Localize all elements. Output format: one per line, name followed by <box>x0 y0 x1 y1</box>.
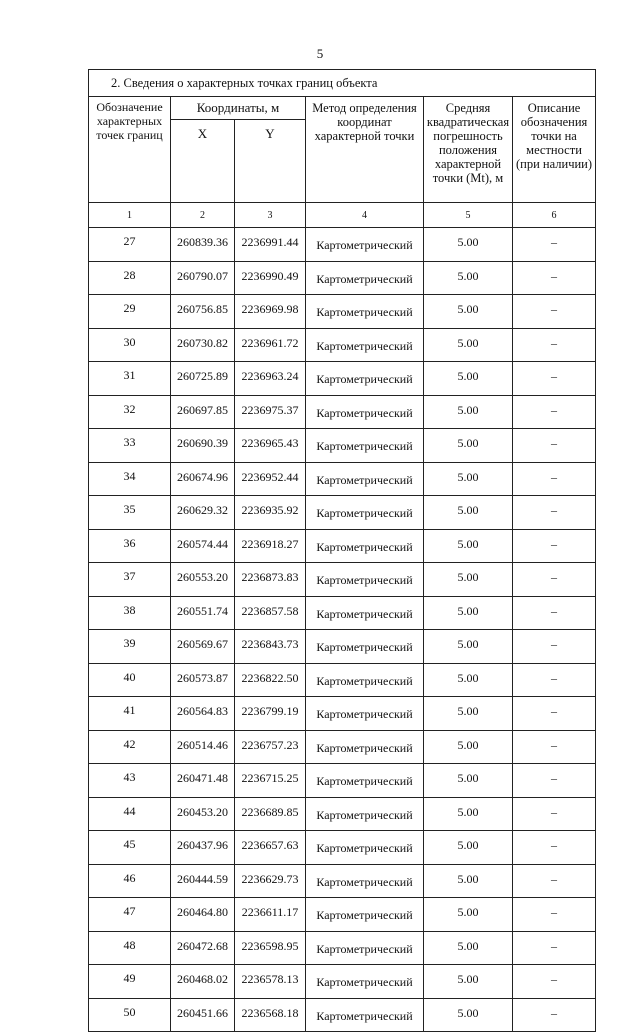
description-cell: – <box>513 362 596 396</box>
accuracy-cell: 5.00 <box>424 228 513 262</box>
accuracy-cell: 5.00 <box>424 261 513 295</box>
y-coordinate-cell: 2236991.44 <box>235 228 306 262</box>
point-number-cell: 44 <box>89 797 171 831</box>
method-cell: Картометрический <box>306 931 424 965</box>
x-coordinate-cell: 260697.85 <box>171 395 235 429</box>
y-coordinate-cell: 2236975.37 <box>235 395 306 429</box>
column-number: 1 <box>89 203 171 228</box>
method-cell: Картометрический <box>306 295 424 329</box>
y-coordinate-cell: 2236961.72 <box>235 328 306 362</box>
header-designation: Обозначение характерных точек границ <box>89 97 171 203</box>
method-cell: Картометрический <box>306 395 424 429</box>
accuracy-cell: 5.00 <box>424 295 513 329</box>
y-coordinate-cell: 2236657.63 <box>235 831 306 865</box>
point-number-cell: 46 <box>89 864 171 898</box>
point-number-cell: 40 <box>89 663 171 697</box>
header-accuracy: Средняя квадратическая погрешность положения характерной точки (Mt), м <box>424 97 513 203</box>
description-cell: – <box>513 663 596 697</box>
y-coordinate-cell: 2236969.98 <box>235 295 306 329</box>
table-row <box>89 630 596 664</box>
description-cell: – <box>513 596 596 630</box>
point-number-cell: 30 <box>89 328 171 362</box>
method-cell: Картометрический <box>306 797 424 831</box>
x-coordinate-cell: 260730.82 <box>171 328 235 362</box>
accuracy-cell: 5.00 <box>424 362 513 396</box>
point-number-cell: 45 <box>89 831 171 865</box>
accuracy-cell: 5.00 <box>424 764 513 798</box>
x-coordinate-cell: 260569.67 <box>171 630 235 664</box>
accuracy-cell: 5.00 <box>424 931 513 965</box>
method-cell: Картометрический <box>306 898 424 932</box>
method-cell: Картометрический <box>306 764 424 798</box>
table-row <box>89 328 596 362</box>
x-coordinate-cell: 260564.83 <box>171 697 235 731</box>
point-number-cell: 36 <box>89 529 171 563</box>
description-cell: – <box>513 328 596 362</box>
y-coordinate-cell: 2236568.18 <box>235 998 306 1032</box>
table-row <box>89 797 596 831</box>
table-row <box>89 429 596 463</box>
accuracy-cell: 5.00 <box>424 663 513 697</box>
page-number: 5 <box>316 46 324 61</box>
header-x: X <box>171 120 235 203</box>
point-number-cell: 49 <box>89 965 171 999</box>
x-coordinate-cell: 260756.85 <box>171 295 235 329</box>
accuracy-cell: 5.00 <box>424 328 513 362</box>
method-cell: Картометрический <box>306 965 424 999</box>
table-row <box>89 663 596 697</box>
method-cell: Картометрический <box>306 261 424 295</box>
table-row <box>89 362 596 396</box>
y-coordinate-cell: 2236611.17 <box>235 898 306 932</box>
accuracy-cell: 5.00 <box>424 630 513 664</box>
accuracy-cell: 5.00 <box>424 898 513 932</box>
description-cell: – <box>513 563 596 597</box>
header-description: Описание обозначения точки на местности (при наличии) <box>513 97 596 203</box>
header-coordinates: Координаты, м <box>171 97 306 120</box>
y-coordinate-cell: 2236965.43 <box>235 429 306 463</box>
x-coordinate-cell: 260472.68 <box>171 931 235 965</box>
x-coordinate-cell: 260839.36 <box>171 228 235 262</box>
accuracy-cell: 5.00 <box>424 596 513 630</box>
x-coordinate-cell: 260725.89 <box>171 362 235 396</box>
y-coordinate-cell: 2236873.83 <box>235 563 306 597</box>
table-row <box>89 730 596 764</box>
x-coordinate-cell: 260468.02 <box>171 965 235 999</box>
table-row <box>89 931 596 965</box>
y-coordinate-cell: 2236857.58 <box>235 596 306 630</box>
x-coordinate-cell: 260453.20 <box>171 797 235 831</box>
accuracy-cell: 5.00 <box>424 529 513 563</box>
method-cell: Картометрический <box>306 462 424 496</box>
table-row <box>89 462 596 496</box>
table-row <box>89 261 596 295</box>
y-coordinate-cell: 2236799.19 <box>235 697 306 731</box>
column-number: 3 <box>235 203 306 228</box>
description-cell: – <box>513 228 596 262</box>
x-coordinate-cell: 260514.46 <box>171 730 235 764</box>
x-coordinate-cell: 260464.80 <box>171 898 235 932</box>
point-number-cell: 28 <box>89 261 171 295</box>
x-coordinate-cell: 260437.96 <box>171 831 235 865</box>
accuracy-cell: 5.00 <box>424 563 513 597</box>
method-cell: Картометрический <box>306 697 424 731</box>
table-row <box>89 831 596 865</box>
table-row <box>89 697 596 731</box>
point-number-cell: 35 <box>89 496 171 530</box>
y-coordinate-cell: 2236598.95 <box>235 931 306 965</box>
point-number-cell: 27 <box>89 228 171 262</box>
description-cell: – <box>513 295 596 329</box>
y-coordinate-cell: 2236843.73 <box>235 630 306 664</box>
table-row <box>89 228 596 262</box>
accuracy-cell: 5.00 <box>424 998 513 1032</box>
table-row <box>89 965 596 999</box>
method-cell: Картометрический <box>306 529 424 563</box>
description-cell: – <box>513 965 596 999</box>
description-cell: – <box>513 395 596 429</box>
table-row <box>89 864 596 898</box>
column-number: 5 <box>424 203 513 228</box>
description-cell: – <box>513 496 596 530</box>
description-cell: – <box>513 697 596 731</box>
point-number-cell: 37 <box>89 563 171 597</box>
y-coordinate-cell: 2236963.24 <box>235 362 306 396</box>
x-coordinate-cell: 260471.48 <box>171 764 235 798</box>
column-number: 4 <box>306 203 424 228</box>
accuracy-cell: 5.00 <box>424 429 513 463</box>
point-number-cell: 42 <box>89 730 171 764</box>
method-cell: Картометрический <box>306 563 424 597</box>
point-number-cell: 41 <box>89 697 171 731</box>
x-coordinate-cell: 260574.44 <box>171 529 235 563</box>
table-row <box>89 563 596 597</box>
y-coordinate-cell: 2236578.13 <box>235 965 306 999</box>
method-cell: Картометрический <box>306 998 424 1032</box>
y-coordinate-cell: 2236918.27 <box>235 529 306 563</box>
point-number-cell: 43 <box>89 764 171 798</box>
table-row <box>89 395 596 429</box>
description-cell: – <box>513 764 596 798</box>
table-row <box>89 529 596 563</box>
accuracy-cell: 5.00 <box>424 831 513 865</box>
point-number-cell: 31 <box>89 362 171 396</box>
accuracy-cell: 5.00 <box>424 496 513 530</box>
section-title: 2. Сведения о характерных точках границ объекта <box>89 70 596 97</box>
column-number: 6 <box>513 203 596 228</box>
description-cell: – <box>513 261 596 295</box>
table-row <box>89 998 596 1032</box>
accuracy-cell: 5.00 <box>424 462 513 496</box>
table-row <box>89 898 596 932</box>
point-number-cell: 47 <box>89 898 171 932</box>
description-cell: – <box>513 797 596 831</box>
description-cell: – <box>513 831 596 865</box>
method-cell: Картометрический <box>306 328 424 362</box>
description-cell: – <box>513 998 596 1032</box>
x-coordinate-cell: 260573.87 <box>171 663 235 697</box>
y-coordinate-cell: 2236990.49 <box>235 261 306 295</box>
description-cell: – <box>513 429 596 463</box>
point-number-cell: 34 <box>89 462 171 496</box>
column-numbers-row <box>89 203 596 228</box>
y-coordinate-cell: 2236715.25 <box>235 764 306 798</box>
method-cell: Картометрический <box>306 864 424 898</box>
x-coordinate-cell: 260629.32 <box>171 496 235 530</box>
accuracy-cell: 5.00 <box>424 395 513 429</box>
y-coordinate-cell: 2236952.44 <box>235 462 306 496</box>
header-method: Метод определения координат характерной точки <box>306 97 424 203</box>
method-cell: Картометрический <box>306 228 424 262</box>
x-coordinate-cell: 260444.59 <box>171 864 235 898</box>
description-cell: – <box>513 864 596 898</box>
point-number-cell: 32 <box>89 395 171 429</box>
boundary-points-table <box>88 69 596 1032</box>
table-row <box>89 496 596 530</box>
description-cell: – <box>513 730 596 764</box>
x-coordinate-cell: 260551.74 <box>171 596 235 630</box>
accuracy-cell: 5.00 <box>424 697 513 731</box>
x-coordinate-cell: 260553.20 <box>171 563 235 597</box>
description-cell: – <box>513 630 596 664</box>
point-number-cell: 48 <box>89 931 171 965</box>
method-cell: Картометрический <box>306 730 424 764</box>
x-coordinate-cell: 260690.39 <box>171 429 235 463</box>
table-row <box>89 596 596 630</box>
method-cell: Картометрический <box>306 362 424 396</box>
table-row <box>89 295 596 329</box>
description-cell: – <box>513 529 596 563</box>
y-coordinate-cell: 2236935.92 <box>235 496 306 530</box>
accuracy-cell: 5.00 <box>424 797 513 831</box>
point-number-cell: 33 <box>89 429 171 463</box>
x-coordinate-cell: 260790.07 <box>171 261 235 295</box>
x-coordinate-cell: 260451.66 <box>171 998 235 1032</box>
y-coordinate-cell: 2236689.85 <box>235 797 306 831</box>
description-cell: – <box>513 898 596 932</box>
x-coordinate-cell: 260674.96 <box>171 462 235 496</box>
point-number-cell: 50 <box>89 998 171 1032</box>
header-y: Y <box>235 120 306 203</box>
column-number: 2 <box>171 203 235 228</box>
method-cell: Картометрический <box>306 630 424 664</box>
method-cell: Картометрический <box>306 496 424 530</box>
accuracy-cell: 5.00 <box>424 730 513 764</box>
point-number-cell: 39 <box>89 630 171 664</box>
accuracy-cell: 5.00 <box>424 864 513 898</box>
y-coordinate-cell: 2236822.50 <box>235 663 306 697</box>
y-coordinate-cell: 2236757.23 <box>235 730 306 764</box>
point-number-cell: 38 <box>89 596 171 630</box>
table-row <box>89 764 596 798</box>
method-cell: Картометрический <box>306 429 424 463</box>
method-cell: Картометрический <box>306 663 424 697</box>
description-cell: – <box>513 931 596 965</box>
header-row <box>89 97 596 120</box>
accuracy-cell: 5.00 <box>424 965 513 999</box>
y-coordinate-cell: 2236629.73 <box>235 864 306 898</box>
method-cell: Картометрический <box>306 596 424 630</box>
section-title-row <box>89 70 596 97</box>
description-cell: – <box>513 462 596 496</box>
point-number-cell: 29 <box>89 295 171 329</box>
method-cell: Картометрический <box>306 831 424 865</box>
